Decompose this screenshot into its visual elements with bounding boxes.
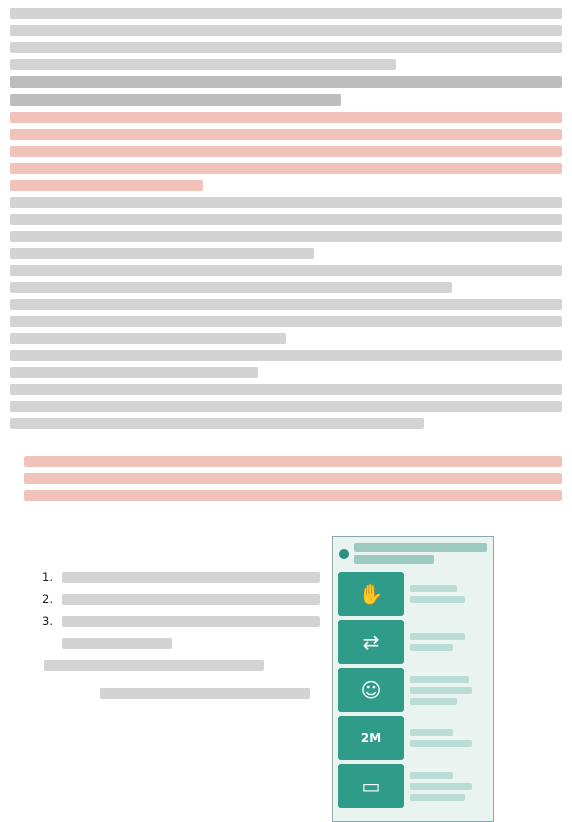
figure-row-label xyxy=(410,629,488,655)
text-line xyxy=(10,350,562,361)
measure-number: 2. xyxy=(42,592,53,606)
text-line xyxy=(10,197,562,208)
figure-caption xyxy=(100,688,310,699)
text-line xyxy=(10,214,562,225)
figure-row-label xyxy=(410,581,488,607)
text-line xyxy=(10,418,424,429)
text-line xyxy=(10,25,562,36)
text-line xyxy=(10,333,286,344)
measure-item-2 xyxy=(42,590,320,608)
figure-row-label xyxy=(410,725,488,751)
measure-text xyxy=(62,594,320,605)
figure-row xyxy=(338,620,488,664)
text-line xyxy=(10,316,562,327)
slogan-heading xyxy=(34,435,562,451)
figure-title xyxy=(333,537,493,568)
paragraph-9 xyxy=(10,384,562,429)
text-line xyxy=(10,59,396,70)
measure-number: 1. xyxy=(42,570,53,584)
slogan-text xyxy=(24,456,562,501)
text-line xyxy=(10,163,562,174)
text-line xyxy=(10,8,562,19)
measure-text xyxy=(62,638,172,649)
text-line xyxy=(10,248,314,259)
measures-list xyxy=(30,548,320,671)
handwash-icon: ✋ xyxy=(338,572,404,616)
text-line xyxy=(10,94,341,106)
text-line xyxy=(24,473,562,484)
paragraph-8 xyxy=(10,350,562,378)
figure-row xyxy=(338,572,488,616)
text-line xyxy=(10,282,452,293)
distance-icon: 2M xyxy=(338,716,404,760)
dining-icon: ▭ xyxy=(338,764,404,808)
paragraph-5 xyxy=(10,197,562,259)
text-line xyxy=(10,180,203,191)
text-line xyxy=(24,490,562,501)
text-line xyxy=(10,265,562,276)
infographic-figure xyxy=(332,536,494,822)
measure-text xyxy=(62,616,320,627)
bullet-icon xyxy=(339,549,349,559)
measure-number: 3. xyxy=(42,614,53,628)
text-line xyxy=(10,384,562,395)
text-line xyxy=(44,660,264,671)
measure-item-3-continued xyxy=(42,634,320,652)
text-line xyxy=(10,76,562,88)
figure-row xyxy=(338,668,488,712)
text-line xyxy=(10,146,562,157)
figure-row xyxy=(338,764,488,808)
paragraph-3 xyxy=(10,112,562,123)
paragraph-2 xyxy=(10,76,562,106)
paragraph-4 xyxy=(10,129,562,191)
text-line xyxy=(10,112,562,123)
measure-item-1 xyxy=(42,568,320,586)
title-line xyxy=(354,543,487,552)
paragraph-1 xyxy=(10,8,562,70)
measure-item-3 xyxy=(42,612,320,630)
paragraph-6 xyxy=(10,265,562,293)
text-line xyxy=(10,42,562,53)
measure-text xyxy=(62,572,320,583)
text-line xyxy=(10,401,562,412)
text-line xyxy=(10,367,258,378)
text-line xyxy=(10,129,562,140)
figure-row-label xyxy=(410,768,488,805)
text-line xyxy=(10,299,562,310)
text-body xyxy=(10,8,562,501)
text-line xyxy=(24,456,562,467)
measures-section xyxy=(10,548,562,810)
figure-row xyxy=(338,716,488,760)
paragraph-7 xyxy=(10,299,562,344)
ventilation-icon: ⇄ xyxy=(338,620,404,664)
title-line xyxy=(354,555,434,564)
figure-row-label xyxy=(410,672,488,709)
text-line xyxy=(10,231,562,242)
measures-intro xyxy=(30,548,320,564)
mask-icon: ☺ xyxy=(338,668,404,712)
